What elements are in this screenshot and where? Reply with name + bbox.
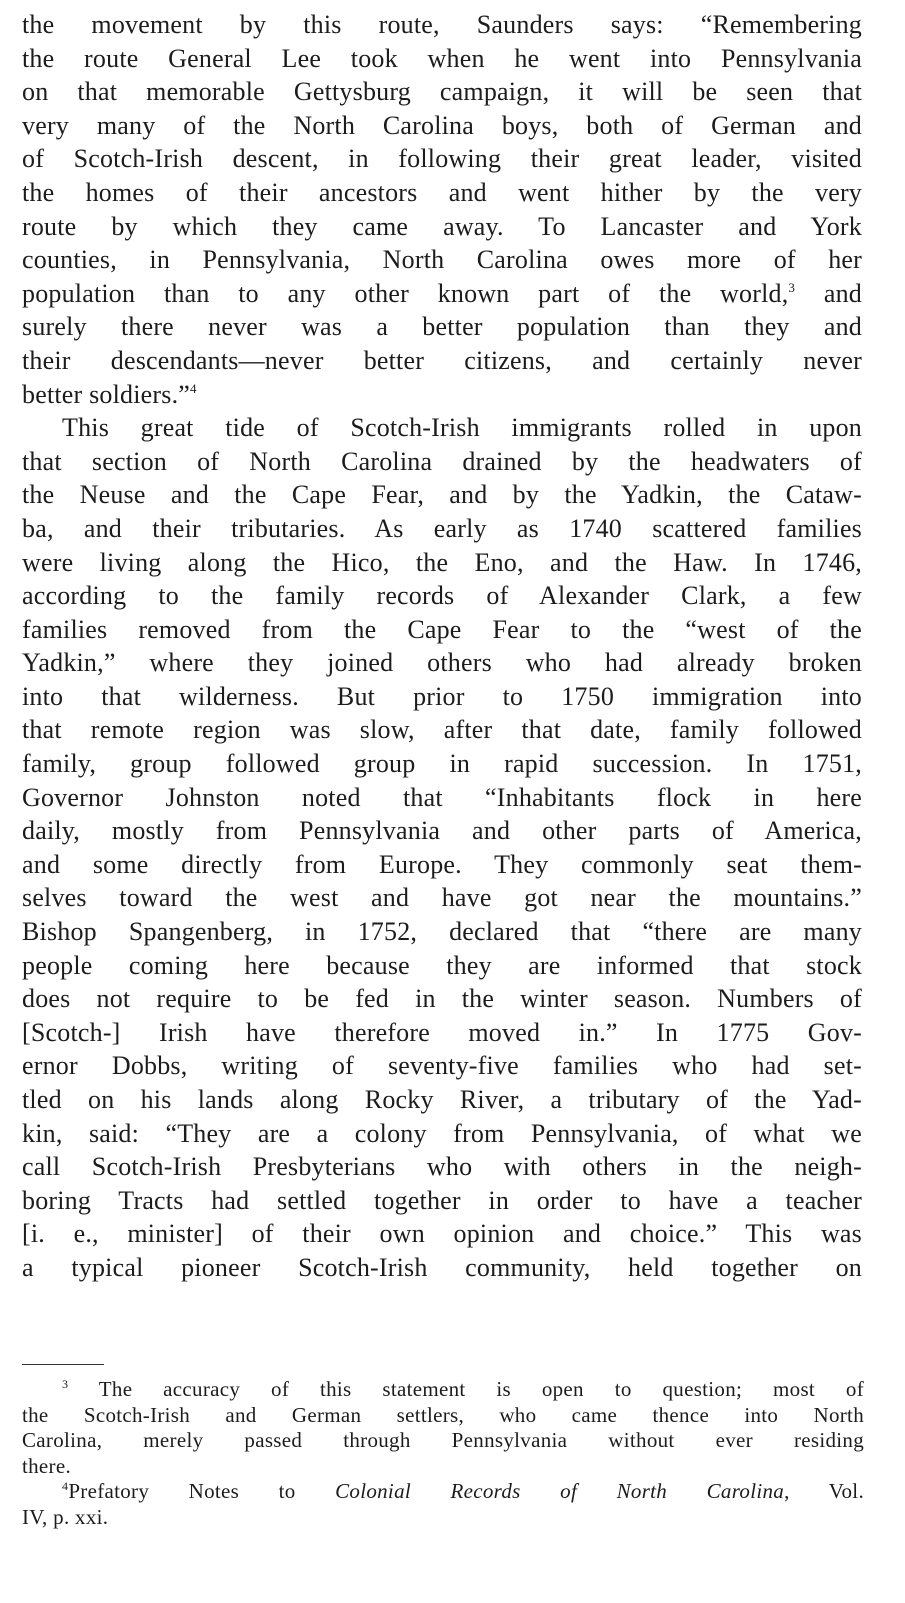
- body-line: their descendants—never better citizens, and certainly never: [22, 345, 862, 375]
- body-line: very many of the North Carolina boys, both of German and: [22, 110, 862, 140]
- footnote-divider: [22, 1364, 104, 1365]
- body-line-text: and: [795, 278, 862, 308]
- body-line-text: better soldiers.”: [22, 379, 191, 409]
- body-line: kin, said: “They are a colony from Pennsylvania, of what we: [22, 1118, 862, 1148]
- body-line: according to the family records of Alexander Clark, a few: [22, 581, 862, 611]
- footnote-4: [22, 1479, 864, 1505]
- footnote-line: Carolina, merely passed through Pennsylvania without ever residing: [22, 1428, 864, 1453]
- footnote-ref-4[interactable]: 4: [190, 380, 197, 396]
- body-line: tled on his lands along Rocky River, a tributary of the Yad-: [22, 1085, 862, 1114]
- body-line: selves toward the west and have got near the mountains.”: [22, 883, 862, 913]
- footnote-text: , Vol.: [784, 1479, 864, 1504]
- body-line: and some directly from Europe. They commonly seat them-: [22, 849, 862, 879]
- body-line: ba, and their tributaries. As early as 1740 scattered families: [22, 513, 862, 543]
- body-line: surely there never was a better population than they and: [22, 312, 862, 342]
- paragraph-start-line: This great tide of Scotch-Irish immigrants rolled in upon: [62, 413, 862, 443]
- page-body: [22, 8, 862, 1285]
- footnote-line: there.: [22, 1453, 72, 1478]
- body-line: the movement by this route, Saunders says: “Remembering: [22, 10, 862, 39]
- body-line: boring Tracts had settled together in order to have a teacher: [22, 1185, 862, 1215]
- footnote-text: Prefatory Notes to: [68, 1479, 336, 1504]
- body-line: a typical pioneer Scotch-Irish community, held together on: [22, 1252, 862, 1282]
- body-line: daily, mostly from Pennsylvania and other parts of America,: [22, 816, 862, 846]
- footnote-text: The accuracy of this statement is open to question; most of: [98, 1377, 864, 1401]
- body-line: that remote region was slow, after that date, family followed: [22, 715, 862, 745]
- body-line: that section of North Carolina drained by the headwaters of: [22, 446, 862, 476]
- footnote-marker-4: 4: [62, 1479, 69, 1494]
- body-line: the route General Lee took when he went into Pennsylvania: [22, 43, 862, 73]
- body-line: route by which they came away. To Lancaster and York: [22, 211, 862, 241]
- body-line: Yadkin,” where they joined others who had already broken: [22, 648, 862, 678]
- body-line: ernor Dobbs, writing of seventy-five families who had set-: [22, 1051, 862, 1081]
- body-line-text: population than to any other known part of the world,: [22, 278, 789, 308]
- footnote-line: IV, p. xxi.: [22, 1504, 109, 1529]
- body-line: the homes of their ancestors and went hither by the very: [22, 177, 862, 207]
- footnote-line: the Scotch-Irish and German settlers, who came thence into North: [22, 1402, 864, 1427]
- footnotes: [22, 1377, 864, 1531]
- body-line: counties, in Pennsylvania, North Carolina owes more of her: [22, 245, 862, 275]
- cited-work-title: Colonial Records of North Carolina: [335, 1479, 785, 1504]
- body-line: call Scotch-Irish Presbyterians who with others in the neigh-: [22, 1152, 862, 1182]
- footnote-marker-3: 3: [62, 1377, 69, 1391]
- body-line: [i. e., minister] of their own opinion and choice.” This was: [22, 1219, 862, 1249]
- body-line: people coming here because they are informed that stock: [22, 950, 862, 980]
- body-line: does not require to be fed in the winter season. Numbers of: [22, 984, 862, 1014]
- footnote-ref-3[interactable]: 3: [788, 279, 796, 295]
- body-line: [22, 277, 862, 311]
- body-line: were living along the Hico, the Eno, and the Haw. In 1746,: [22, 547, 862, 577]
- body-line: into that wilderness. But prior to 1750 immigration into: [22, 681, 862, 711]
- footnote-3: [22, 1377, 864, 1403]
- body-line: [Scotch-] Irish have therefore moved in.” In 1775 Gov-: [22, 1017, 862, 1047]
- body-line: family, group followed group in rapid succession. In 1751,: [22, 749, 862, 779]
- body-line: the Neuse and the Cape Fear, and by the Yadkin, the Cataw-: [22, 480, 862, 510]
- body-line: on that memorable Gettysburg campaign, it will be seen that: [22, 77, 862, 107]
- body-line: of Scotch-Irish descent, in following their great leader, visited: [22, 144, 862, 174]
- body-line: Governor Johnston noted that “Inhabitants flock in here: [22, 782, 862, 812]
- body-line: families removed from the Cape Fear to the “west of the: [22, 614, 862, 644]
- body-line: Bishop Spangenberg, in 1752, declared that “there are many: [22, 917, 862, 947]
- body-line: [22, 378, 862, 412]
